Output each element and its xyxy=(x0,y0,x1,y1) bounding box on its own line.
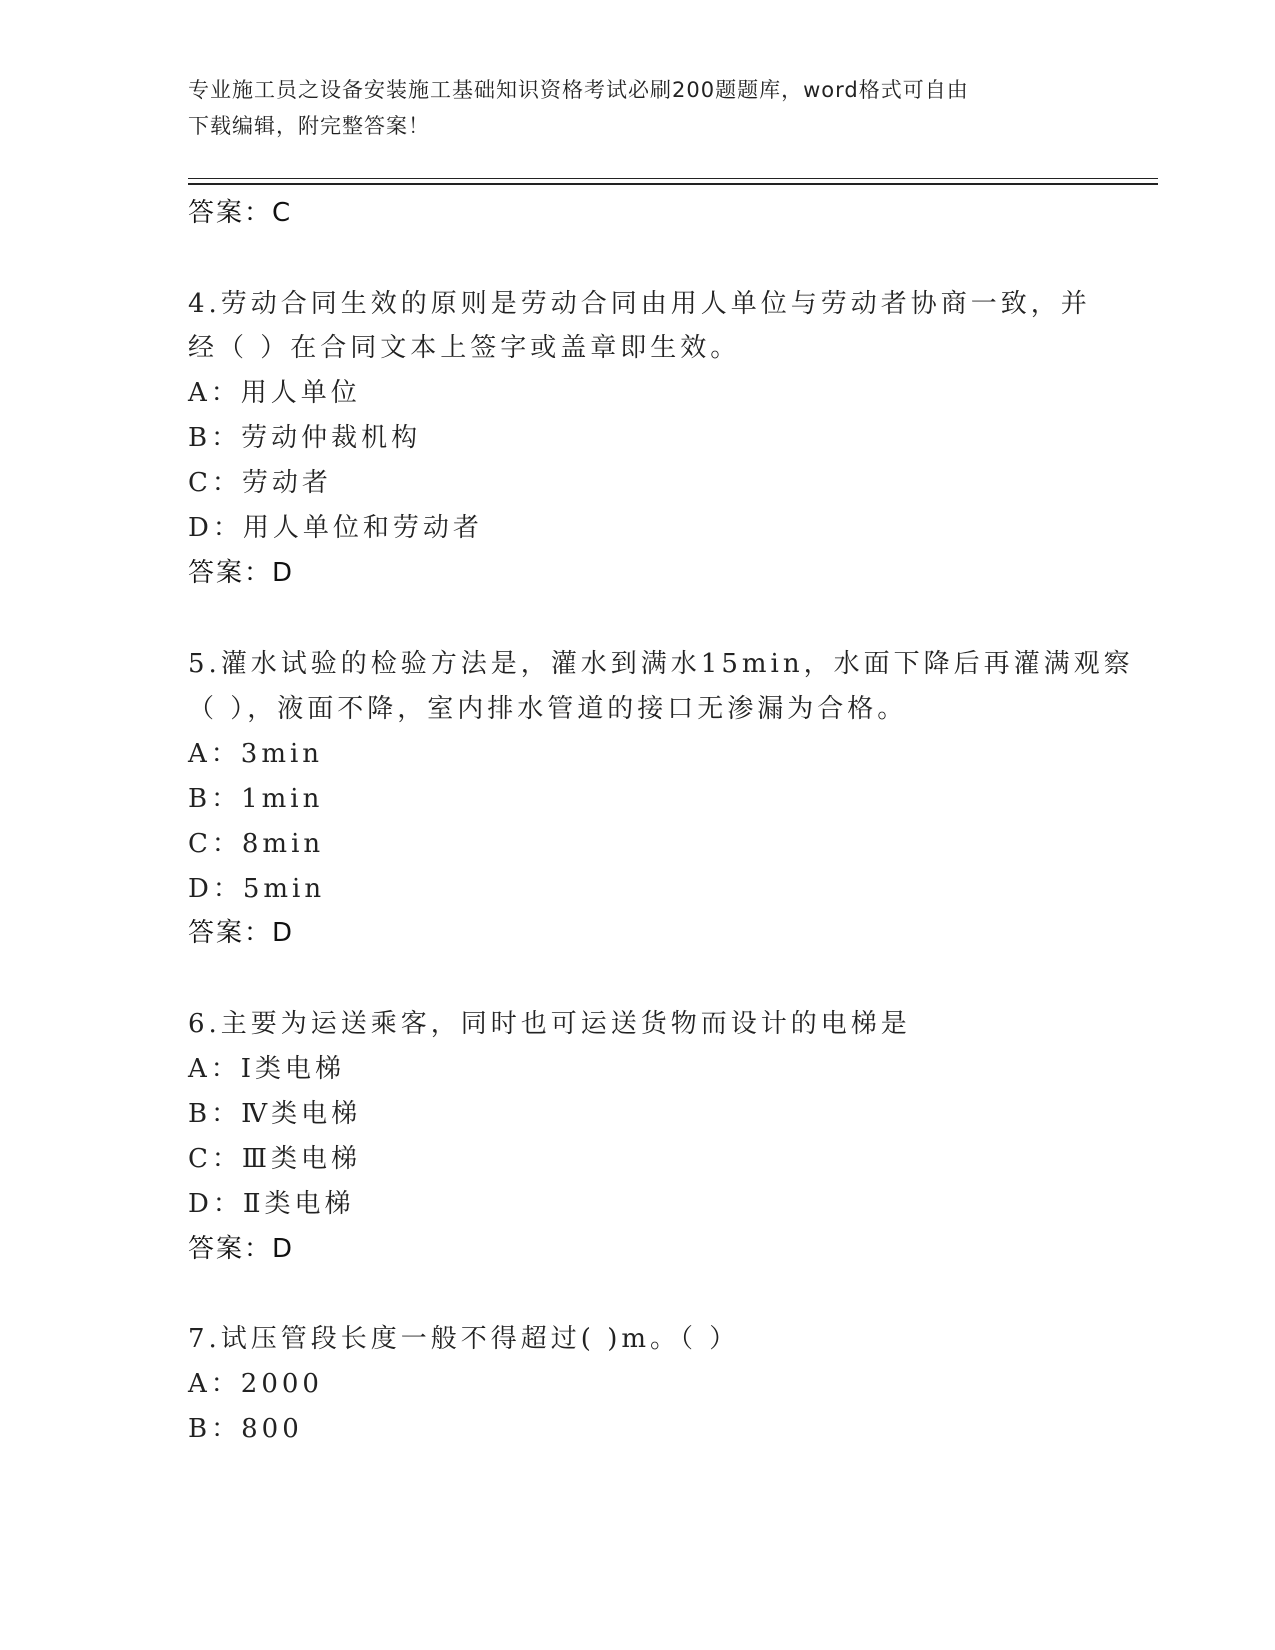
q4-option-d: D：用人单位和劳动者 xyxy=(188,513,483,543)
q5-stem-line-1: 5.灌水试验的检验方法是，灌水到满水15min，水面下降后再灌满观察 xyxy=(188,649,1134,679)
q6-option-d: D：Ⅱ类电梯 xyxy=(188,1189,355,1219)
q6-option-a: A：Ⅰ类电梯 xyxy=(188,1054,346,1084)
header-line-1: 专业施工员之设备安装施工基础知识资格考试必刷200题题库，word格式可自由 xyxy=(188,78,969,102)
q7-option-a: A：2000 xyxy=(188,1369,323,1399)
q7-stem-line-1: 7.试压管段长度一般不得超过( )m。（ ） xyxy=(188,1324,740,1354)
q3-answer: 答案：C xyxy=(188,198,293,228)
q4-stem-line-2: 经（ ）在合同文本上签字或盖章即生效。 xyxy=(188,333,741,363)
q6-option-c: C：Ⅲ类电梯 xyxy=(188,1144,361,1174)
q5-option-a: A：3min xyxy=(188,739,324,769)
q6-answer: 答案：D xyxy=(188,1234,295,1264)
header-divider-thick xyxy=(188,183,1158,185)
q4-stem-line-1: 4.劳动合同生效的原则是劳动合同由用人单位与劳动者协商一致，并 xyxy=(188,289,1091,319)
q4-option-b: B：劳动仲裁机构 xyxy=(188,423,422,453)
q6-option-b: B：Ⅳ类电梯 xyxy=(188,1099,362,1129)
q5-option-b: B：1min xyxy=(188,784,324,814)
q7-option-b: B：800 xyxy=(188,1414,303,1444)
header-line-2: 下载编辑，附完整答案！ xyxy=(188,114,430,138)
document-header xyxy=(188,72,1068,144)
q5-answer: 答案：D xyxy=(188,918,295,948)
header-divider-thin xyxy=(188,178,1158,179)
q4-option-c: C：劳动者 xyxy=(188,468,332,498)
q5-stem-line-2: （ ），液面不降，室内排水管道的接口无渗漏为合格。 xyxy=(188,694,908,724)
q5-option-d: D：5min xyxy=(188,874,326,904)
q6-stem-line-1: 6.主要为运送乘客，同时也可运送货物而设计的电梯是 xyxy=(188,1009,911,1039)
q4-answer: 答案：D xyxy=(188,558,295,588)
q4-option-a: A：用人单位 xyxy=(188,378,361,408)
q5-option-c: C：8min xyxy=(188,829,325,859)
